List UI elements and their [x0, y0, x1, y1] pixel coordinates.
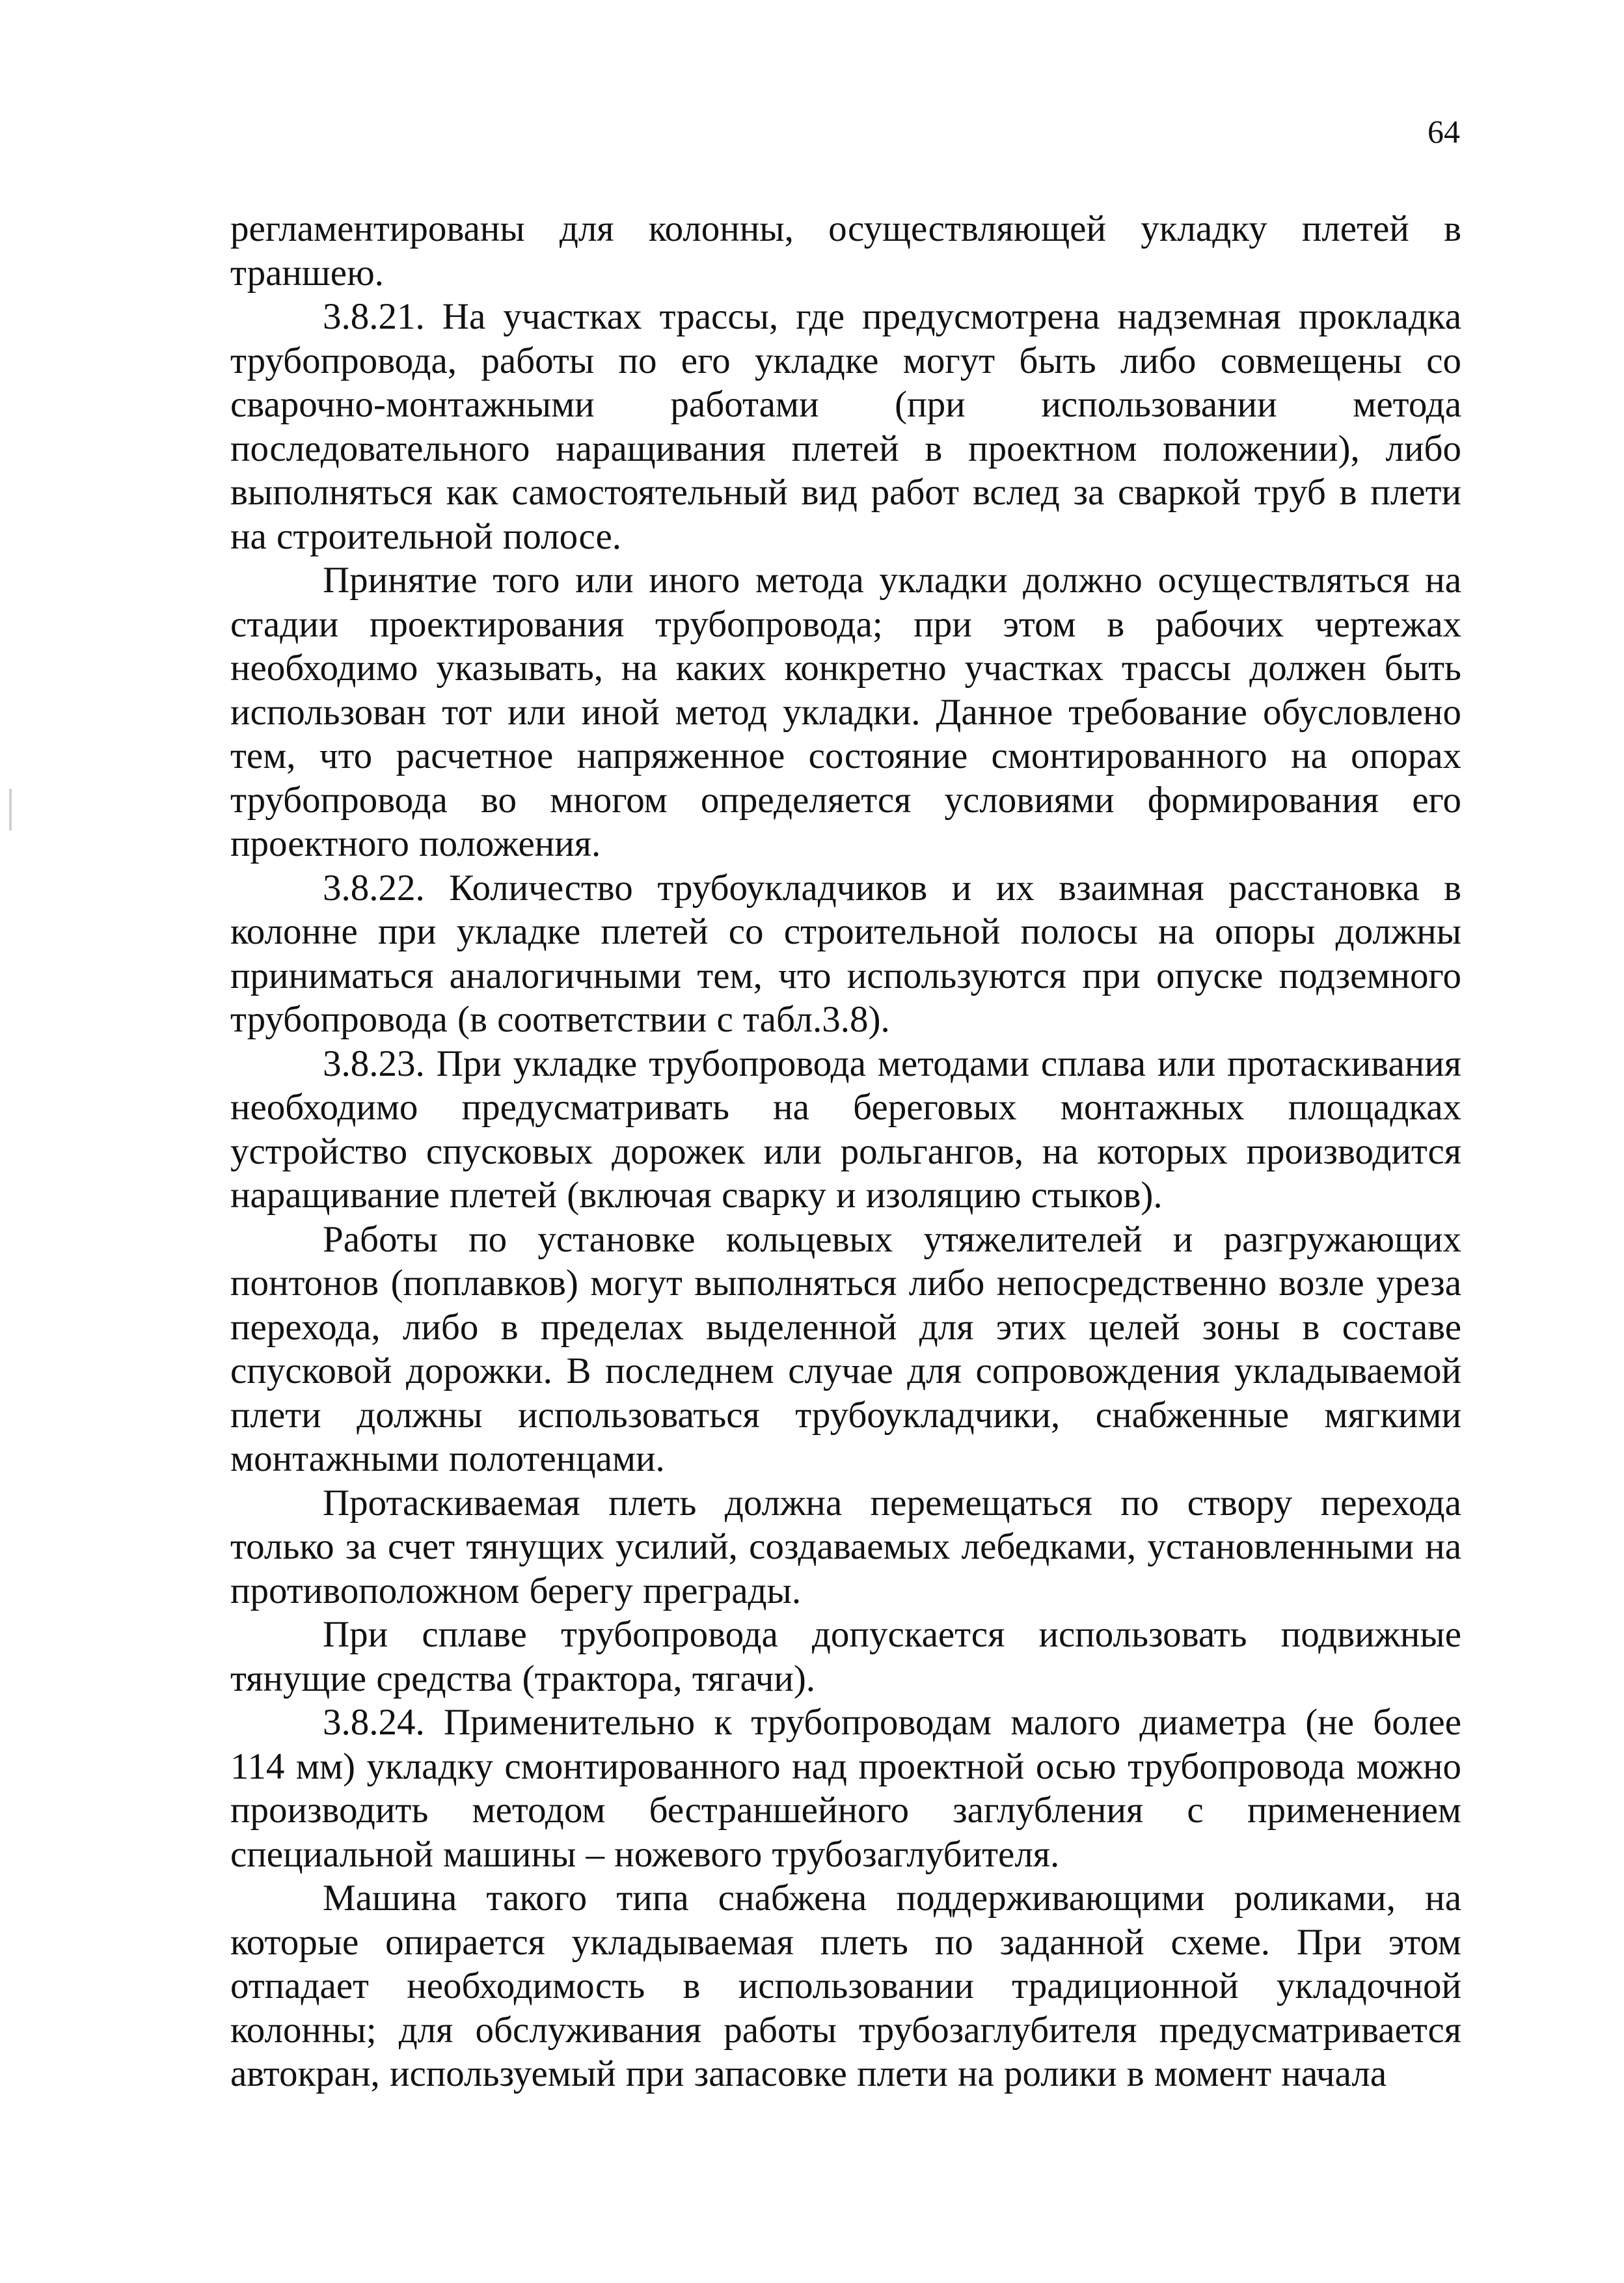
paragraph-3-8-21: 3.8.21. На участках трассы, где предусмотрена надземная прокладка трубопровода, работы по его укладке могут быть либо совмещены со сварочно-монтажными работами (при использовании метода последовательного наращивания плетей в проектном положении), либо выполняться как самостоятельный вид работ вслед за сваркой труб в плети на строительной полосе. [230, 296, 1461, 557]
paragraph-laying-method-choice: Принятие того или иного метода укладки должно осуществляться на стадии проектирования трубопровода; при этом в рабочих чертежах необходимо указывать, на каких конкретно участках трассы должен быть использован тот или иной метод укладки. Данное требование обусловлено тем, что расчетное напряженное состояние смонтированного на опорах трубопровода во многом определяется условиями формирования его проектного положения. [230, 560, 1461, 864]
paragraph-3-8-24: 3.8.24. Применительно к трубопроводам малого диаметра (не более 114 мм) укладку смонтированного над проектной осью трубопровода можно производить методом бестраншейного заглубления с применением специальной машины – ножевого трубозаглубителя. [230, 1702, 1461, 1875]
paragraph-ring-weights: Работы по установке кольцевых утяжелителей и разгружающих понтонов (поплавков) могут выполняться либо непосредственно возле уреза перехода, либо в пределах выделенной для этих целей зоны в составе спусковой дорожки. В последнем случае для сопровождения укладываемой плети должны использоваться трубоукладчики, снабженные мягкими монтажными полотенцами. [230, 1218, 1461, 1479]
scan-edge-mark [9, 789, 12, 830]
paragraph-machine-type: Машина такого типа снабжена поддерживающими роликами, на которые опирается укладываемая плеть по заданной схеме. При этом отпадает необходимость в использовании традиционной укладочной колонны; для обслуживания работы трубозаглубителя предусматривается автокран, используемый при запасовке плети на ролики в момент начала [230, 1878, 1461, 2094]
page-number: 64 [1428, 113, 1460, 150]
paragraph-floating-pipeline: При сплаве трубопровода допускается использовать подвижные тянущие средства (трактора, тягачи). [230, 1614, 1461, 1699]
page-body [230, 207, 1461, 2096]
paragraph-1: регламентированы для колонны, осуществляющей укладку плетей в траншею. [230, 208, 1461, 294]
paragraph-pulled-string: Протаскиваемая плеть должна перемещаться по створу перехода только за счет тянущих усилий, создаваемых лебедками, установленными на противоположном берегу преграды. [230, 1482, 1461, 1611]
paragraph-3-8-22: 3.8.22. Количество трубоукладчиков и их взаимная расстановка в колонне при укладке плетей со строительной полосы на опоры должны приниматься аналогичными тем, что используются при опуске подземного трубопровода (в соответствии с табл.3.8). [230, 867, 1461, 1040]
paragraph-3-8-23: 3.8.23. При укладке трубопровода методами сплава или протаскивания необходимо предусматривать на береговых монтажных площадках устройство спусковых дорожек или рольгангов, на которых производится наращивание плетей (включая сварку и изоляцию стыков). [230, 1043, 1461, 1216]
